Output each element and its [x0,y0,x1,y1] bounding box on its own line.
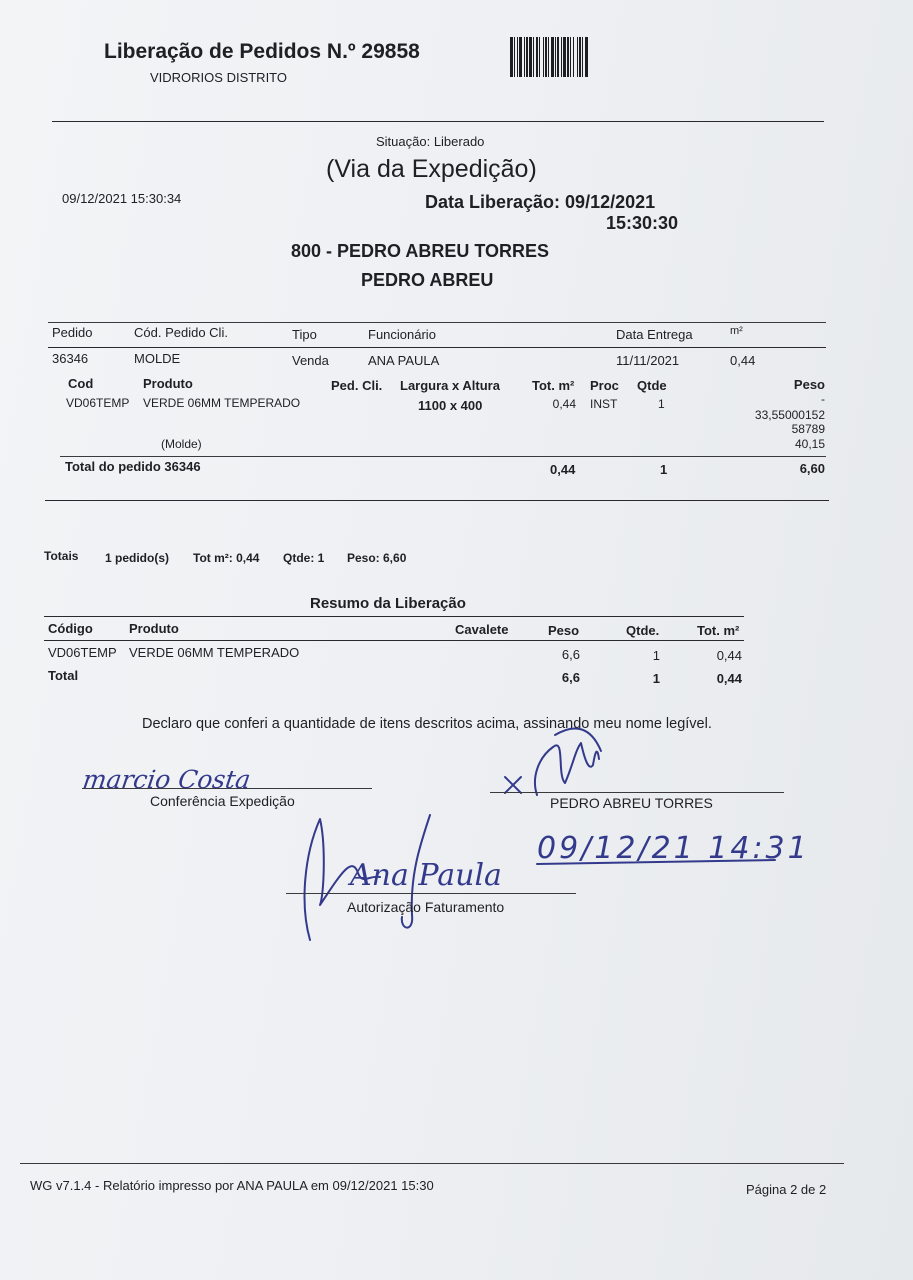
conferencia-label: Conferência Expedição [150,793,295,809]
summary-header-cavalete: Cavalete [455,622,509,637]
col-header-m2: m² [730,325,743,337]
summary-row-code: VD06TEMP [48,645,117,660]
summary-title: Resumo da Liberação [310,595,466,612]
item-qtde: 1 [658,397,665,411]
divider [48,322,826,323]
signature-line [82,788,372,789]
item-product: VERDE 06MM TEMPERADO [143,396,301,410]
totals-weight: Peso: 6,60 [347,551,407,565]
signature-line [490,792,784,793]
client-signature [495,705,625,800]
declaration-text: Declaro que conferi a quantidade de itens descritos acima, assinando meu nome legível. [142,716,712,732]
client-signature-name: PEDRO ABREU TORRES [550,795,713,811]
handwritten-date [535,820,810,870]
release-date: Data Liberação: 09/12/2021 [425,192,656,212]
order-total-m2: 0,44 [550,462,576,477]
item-weight-dash: - [821,392,825,406]
summary-total-tot-m2: 0,44 [716,671,742,686]
item-header-proc: Proc [590,378,619,393]
autorizacao-handwriting: Ana Paula [350,858,502,893]
item-header-produto: Produto [143,376,193,391]
item-weight-line-1: 33,55000152 [754,408,825,422]
order-type: Venda [292,353,329,368]
order-delivery-date: 11/11/2021 [616,353,680,368]
col-header-pedido: Pedido [52,325,93,340]
totals-m2: Tot m²: 0,44 [193,551,260,565]
autorizacao-label: Autorização Faturamento [347,899,505,915]
item-header-cod: Cod [68,376,94,391]
summary-total-weight: 6,6 [561,670,580,685]
print-datetime: 09/12/2021 15:30:34 [62,191,182,206]
summary-total-qtde: 1 [652,671,660,686]
item-weight-line-3: 40,15 [794,437,825,451]
divider [52,121,824,122]
footer-print-info: WG v7.1.4 - Relatório impresso por ANA PAULA em 09/12/2021 15:30 [30,1178,434,1193]
summary-header-codigo: Código [48,621,93,636]
barcode [510,37,644,77]
order-number: 36346 [52,351,89,366]
page-number: Página 2 de 2 [746,1182,827,1197]
divider [44,616,744,617]
footer-divider [20,1163,844,1164]
via-label: (Via da Expedição) [326,155,537,183]
item-tot-m2: 0,44 [552,397,576,411]
summary-header-peso: Peso [548,623,580,638]
summary-header-tot-m2: Tot. m² [697,623,740,638]
client-short-name: PEDRO ABREU [361,270,494,290]
signature-line [286,893,576,894]
conferencia-signature [80,758,330,798]
order-m2: 0,44 [730,353,756,368]
item-code: VD06TEMP [66,396,130,410]
col-header-data-entrega: Data Entrega [616,327,693,342]
document-title: Liberação de Pedidos N.º 29858 [104,40,420,63]
item-header-dimensions: Largura x Altura [400,378,500,393]
totals-orders: 1 pedido(s) [105,551,170,565]
client-line: 800 - PEDRO ABREU TORRES [291,241,550,261]
totals-qtde: Qtde: 1 [283,551,325,565]
company-name: VIDRORIOS DISTRITO [150,70,287,85]
item-header-peso: Peso [793,377,825,392]
order-employee: ANA PAULA [368,353,440,368]
summary-header-produto: Produto [129,621,179,636]
release-time: 15:30:30 [606,213,679,233]
col-header-tipo: Tipo [292,327,317,342]
item-header-ped-cli: Ped. Cli. [331,378,383,393]
col-header-cod-pedido-cli: Cód. Pedido Cli. [134,325,228,340]
summary-row-qtde: 1 [652,648,660,663]
divider [60,456,826,457]
divider [45,500,829,501]
summary-row-tot-m2: 0,44 [716,648,742,663]
order-total-qtde: 1 [660,462,668,477]
item-proc: INST [590,397,618,411]
autorizacao-signature [280,805,520,945]
item-header-tot-m2: Tot. m² [532,378,575,393]
handwritten-date-text: 09/12/21 14:31 [537,831,810,866]
divider [44,640,744,641]
item-header-qtde: Qtde [637,378,667,393]
item-dimensions: 1100 x 400 [418,398,483,413]
divider [48,347,826,348]
order-total-weight: 6,60 [799,461,825,476]
order-client-code: MOLDE [134,351,181,366]
situation-text: Situação: Liberado [376,134,485,149]
summary-header-qtde: Qtde. [626,623,660,638]
summary-row-product: VERDE 06MM TEMPERADO [129,645,300,660]
order-total-label: Total do pedido 36346 [65,459,201,474]
summary-row-weight: 6,6 [561,647,580,662]
conferencia-handwriting: marcio Costa [80,765,253,794]
summary-total-label: Total [48,668,79,683]
item-note: (Molde) [161,437,202,451]
col-header-funcionario: Funcionário [368,327,436,342]
item-weight-line-2: 58789 [791,422,825,436]
totals-label: Totais [44,549,79,563]
